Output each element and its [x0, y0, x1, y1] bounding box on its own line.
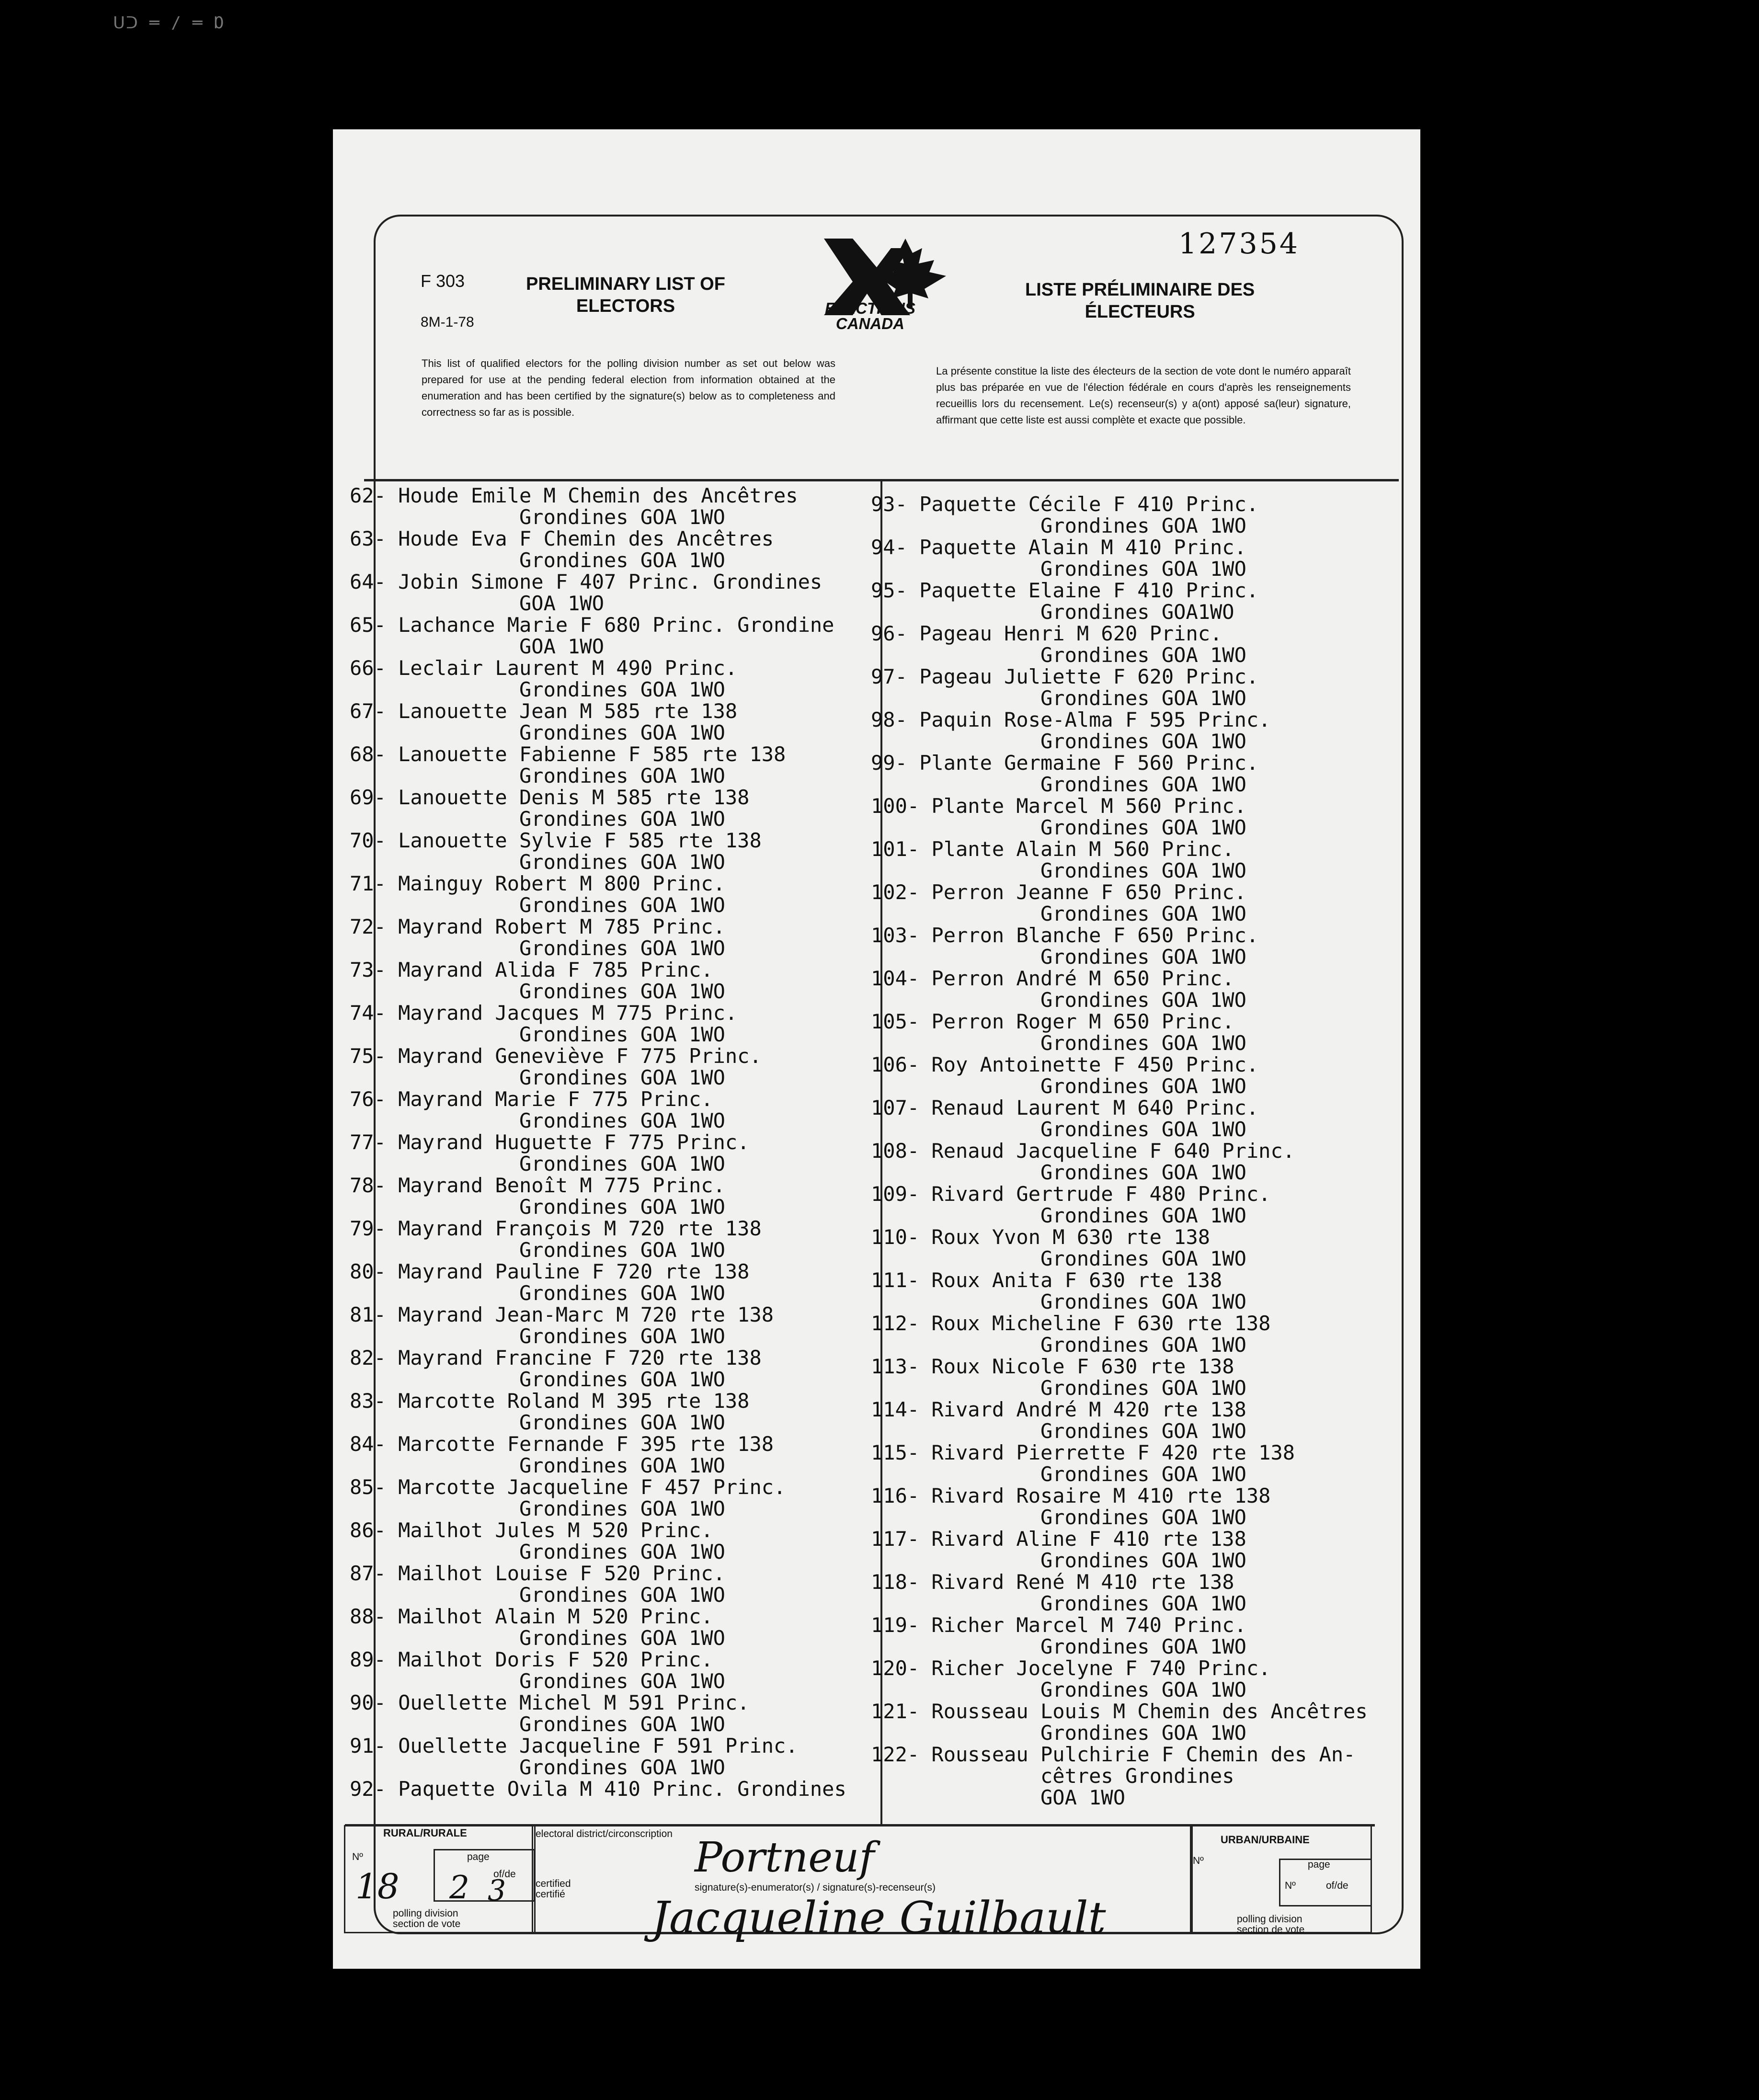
elector-entry-line: 90- Ouellette Michel M 591 Princ. — [350, 1691, 750, 1714]
elector-entry-line: 83- Marcotte Roland M 395 rte 138 — [350, 1389, 750, 1413]
elector-entry — [350, 1131, 846, 1175]
elector-address-line: Grondines GOA 1WO — [350, 1238, 725, 1262]
elector-entry-line: 88- Mailhot Alain M 520 Princ. — [350, 1605, 713, 1628]
elector-entry — [871, 666, 1368, 709]
elector-address-line: Grondines GOA 1WO — [350, 1540, 725, 1564]
elector-entry-line: 105- Perron Roger M 650 Princ. — [871, 1010, 1234, 1033]
elector-entry-line: 109- Rivard Gertrude F 480 Princ. — [871, 1182, 1271, 1206]
elector-entry — [871, 1485, 1368, 1528]
elector-entry — [871, 1011, 1368, 1054]
elector-address-line: Grondines GOA 1WO — [871, 859, 1246, 882]
elector-address-line: Grondines GOA 1WO — [350, 1712, 725, 1736]
elector-address-line: Grondines GOA 1WO — [350, 936, 725, 960]
elector-entry — [350, 787, 846, 830]
elector-entry-line: 75- Mayrand Geneviève F 775 Princ. — [350, 1044, 762, 1068]
district-handwritten: Portneuf — [695, 1834, 875, 1882]
title-french-line-1: LISTE PRÉLIMINAIRE DES — [1025, 280, 1255, 300]
elector-address-line: Grondines GOA 1WO — [350, 1497, 725, 1520]
elector-address-line: Grondines GOA 1WO — [871, 643, 1246, 667]
elector-entry-line: 85- Marcotte Jacqueline F 457 Princ. — [350, 1475, 786, 1499]
elector-address-line: Grondines GOA 1WO — [871, 1592, 1246, 1615]
elector-address-line: Grondines GOA 1WO — [871, 1376, 1246, 1400]
logo-text — [825, 301, 915, 331]
urban-polling-division-label — [1237, 1914, 1304, 1935]
elector-address-line: Grondines GOA 1WO — [350, 1626, 725, 1650]
elector-entry — [871, 1356, 1368, 1399]
elector-entry — [871, 752, 1368, 795]
elector-entry — [350, 485, 846, 528]
logo-text-line-1: ELECTIONS — [825, 299, 915, 317]
elector-entry — [350, 1218, 846, 1261]
elector-entry — [871, 1399, 1368, 1442]
elector-address-line: Grondines GOA 1WO — [350, 505, 725, 529]
intro-english: This list of qualified electors for the polling division number as set out below was prepared for use at the pending federal election from information obtained at the enumeration and has been certified by the signature(s) below as to completeness and correctness so far as is possible. — [422, 357, 835, 418]
elector-entry — [350, 700, 846, 743]
elector-entry-line: 68- Lanouette Fabienne F 585 rte 138 — [350, 742, 786, 766]
rural-page-label: page — [467, 1851, 490, 1862]
elector-address-line: Grondines GOA 1WO — [350, 807, 725, 831]
elector-entry-line: 108- Renaud Jacqueline F 640 Princ. — [871, 1139, 1295, 1163]
elector-entry — [871, 924, 1368, 968]
elector-entry-line: 79- Mayrand François M 720 rte 138 — [350, 1217, 762, 1240]
elector-entry-line: 116- Rivard Rosaire M 410 rte 138 — [871, 1484, 1271, 1507]
elector-entry — [350, 571, 846, 614]
elector-entry — [871, 493, 1368, 536]
certified-label-line-2: certifié — [536, 1889, 565, 1900]
elector-address-line: Grondines GOA 1WO — [871, 1161, 1246, 1184]
signature-handwritten: Jacqueline Guilbault — [651, 1892, 1106, 1943]
elector-address-line: Grondines GOA 1WO — [871, 773, 1246, 796]
elector-entry — [350, 614, 846, 657]
elector-entry — [350, 916, 846, 959]
elector-address-line: Grondines GOA 1WO — [871, 902, 1246, 925]
elector-entry — [350, 959, 846, 1002]
elector-address-line: Grondines GOA 1WO — [350, 1669, 725, 1693]
elector-entry-line: 117- Rivard Aline F 410 rte 138 — [871, 1527, 1246, 1551]
elector-entry-line: 66- Leclair Laurent M 490 Princ. — [350, 656, 738, 680]
elector-entry-line: 87- Mailhot Louise F 520 Princ. — [350, 1562, 725, 1585]
elector-entry-line: 65- Lachance Marie F 680 Princ. Grondine — [350, 613, 834, 637]
elector-entry — [350, 1002, 846, 1045]
elector-entry-line: 94- Paquette Alain M 410 Princ. — [871, 536, 1246, 559]
elector-entry-line: 71- Mainguy Robert M 800 Princ. — [350, 872, 725, 895]
elector-entry — [871, 623, 1368, 666]
page-total: 3 — [488, 1874, 506, 1907]
elector-address-line: Grondines GOA 1WO — [350, 721, 725, 744]
elector-address-line: Grondines GOA 1WO — [350, 1583, 725, 1607]
elector-address-line: Grondines GOA 1WO — [350, 678, 725, 701]
polling-division-label-line-1: polling division — [393, 1908, 458, 1919]
elector-entry-line: 84- Marcotte Fernande F 395 rte 138 — [350, 1432, 774, 1456]
elector-address-line: Grondines GOA 1WO — [350, 1023, 725, 1046]
elector-entry — [350, 1088, 846, 1131]
urban-polling-division-line-2: section de vote — [1237, 1924, 1305, 1935]
elector-entry — [350, 657, 846, 700]
elector-entry-line: 62- Houde Emile M Chemin des Ancêtres — [350, 484, 798, 507]
elector-entry-line: 99- Plante Germaine F 560 Princ. — [871, 751, 1259, 775]
elector-entry-line: 111- Roux Anita F 630 rte 138 — [871, 1268, 1222, 1292]
elector-entry-line: 110- Roux Yvon M 630 rte 138 — [871, 1225, 1211, 1249]
elector-entry — [871, 1528, 1368, 1571]
elector-entry-line: 91- Ouellette Jacqueline F 591 Princ. — [350, 1734, 798, 1758]
elector-address-line: Grondines GOA 1WO — [871, 1031, 1246, 1055]
elector-entry — [350, 1692, 846, 1735]
elector-entry-line: 93- Paquette Cécile F 410 Princ. — [871, 492, 1259, 516]
elector-address-line: Grondines GOA 1WO — [350, 1152, 725, 1176]
elector-entry — [871, 1657, 1368, 1701]
elector-entry — [350, 1433, 846, 1476]
elector-entry — [871, 838, 1368, 881]
elector-entry-line: 101- Plante Alain M 560 Princ. — [871, 837, 1234, 861]
elector-address-line: Grondines GOA 1WO — [871, 1549, 1246, 1572]
elector-entry-line: 107- Renaud Laurent M 640 Princ. — [871, 1096, 1259, 1119]
elector-address-line: Grondines GOA 1WO — [350, 1066, 725, 1089]
elector-entry-line: 97- Pageau Juliette F 620 Princ. — [871, 665, 1259, 688]
elector-entry-line: 73- Mayrand Alida F 785 Princ. — [350, 958, 713, 982]
elector-entry — [871, 580, 1368, 623]
elector-address-line: Grondines GOA 1WO — [871, 1419, 1246, 1443]
elector-entry — [350, 830, 846, 873]
title-english — [526, 273, 725, 317]
elector-entry — [871, 1054, 1368, 1097]
elector-address-line: Grondines GOA 1WO — [350, 1109, 725, 1132]
elector-address-line: Grondines GOA 1WO — [350, 764, 725, 788]
elector-address-line: Grondines GOA 1WO — [871, 1204, 1246, 1227]
elector-entry — [350, 1304, 846, 1347]
elector-entry-line: 72- Mayrand Robert M 785 Princ. — [350, 915, 725, 938]
elector-address-line: Grondines GOA 1WO — [871, 1721, 1246, 1745]
elector-entry-line: 77- Mayrand Huguette F 775 Princ. — [350, 1130, 750, 1154]
elector-address-line: Grondines GOA 1WO — [871, 1247, 1246, 1270]
elector-entry-line: 122- Rousseau Pulchirie F Chemin des An- — [871, 1743, 1356, 1766]
urban-polling-division-line-1: polling division — [1237, 1914, 1302, 1925]
elector-entry — [871, 1571, 1368, 1614]
elector-entry — [871, 1183, 1368, 1226]
elector-entry-line: 104- Perron André M 650 Princ. — [871, 967, 1234, 990]
urban-of-label: of/de — [1326, 1880, 1348, 1891]
elector-entry-line: 113- Roux Nicole F 630 rte 138 — [871, 1355, 1234, 1378]
elector-entry — [350, 1649, 846, 1692]
elector-entry — [871, 709, 1368, 752]
elector-entry-line: 100- Plante Marcel M 560 Princ. — [871, 794, 1246, 818]
title-french — [1025, 279, 1255, 323]
elector-address-line: cêtres Grondines — [871, 1764, 1234, 1788]
elector-address-line: Grondines GOA 1WO — [350, 1281, 725, 1305]
elector-entry-line: 121- Rousseau Louis M Chemin des Ancêtres — [871, 1700, 1368, 1723]
elector-address-line: Grondines GOA 1WO — [350, 1756, 725, 1779]
elector-address-line: Grondines GOA 1WO — [871, 1118, 1246, 1141]
elector-entry-line: 74- Mayrand Jacques M 775 Princ. — [350, 1001, 738, 1025]
elector-entry — [350, 743, 846, 787]
elector-entry-line: 112- Roux Micheline F 630 rte 138 — [871, 1312, 1271, 1335]
elector-entry-line: 119- Richer Marcel M 740 Princ. — [871, 1613, 1246, 1637]
elector-address-line: Grondines GOA 1WO — [350, 980, 725, 1003]
elector-address-line: Grondines GOA 1WO — [871, 1678, 1246, 1701]
page-number: 2 — [449, 1869, 469, 1906]
elector-entry-line: 69- Lanouette Denis M 585 rte 138 — [350, 786, 750, 809]
elector-entry — [350, 1261, 846, 1304]
elector-address-line: Grondines GOA 1WO — [871, 988, 1246, 1012]
elector-entry — [350, 1563, 846, 1606]
elector-entry-line: 70- Lanouette Sylvie F 585 rte 138 — [350, 829, 762, 852]
elector-entry-line: 89- Mailhot Doris F 520 Princ. — [350, 1648, 713, 1671]
elector-address-line: Grondines GOA 1WO — [871, 1290, 1246, 1313]
urban-number-label: Nº — [1193, 1855, 1204, 1866]
elector-entry — [871, 1140, 1368, 1183]
elector-entry — [871, 1744, 1368, 1808]
elector-entry-line: 63- Houde Eva F Chemin des Ancêtres — [350, 527, 774, 550]
elector-address-line: Grondines GOA 1WO — [871, 1506, 1246, 1529]
elector-entry — [871, 1097, 1368, 1140]
polling-division-label — [393, 1908, 460, 1929]
intro-french: La présente constitue la liste des électeurs de la section de vote dont le numéro apparaît plus bas préparée en vue de l'élection fédérale en cours d'après les renseignements recueillis lors du recensement. Le(s) recenseur(s) y a(ont) apposé sa(leur) signature, affirmant que cette liste est aussi complète et exacte que possible. — [936, 365, 1351, 426]
elector-entry — [350, 1347, 846, 1390]
elector-entry — [350, 1476, 846, 1519]
certified-label-line-1: certified — [536, 1878, 571, 1889]
elector-entry — [350, 873, 846, 916]
elector-entry-line: 95- Paquette Elaine F 410 Princ. — [871, 579, 1259, 602]
form-date: 8M-1-78 — [421, 314, 474, 330]
elector-entry — [350, 1778, 846, 1800]
elector-list-right — [871, 493, 1368, 1808]
rural-label: RURAL/RURALE — [383, 1827, 467, 1839]
elector-entry-line: 102- Perron Jeanne F 650 Princ. — [871, 880, 1246, 904]
title-french-line-2: ÉLECTEURS — [1085, 302, 1195, 322]
polling-number: 18 — [355, 1866, 400, 1906]
elector-entry-line: 67- Lanouette Jean M 585 rte 138 — [350, 699, 738, 723]
title-english-line-1: PRELIMINARY LIST OF — [526, 274, 725, 294]
elector-address-line: Grondines GOA 1WO — [350, 548, 725, 572]
elector-entry-line: 86- Mailhot Jules M 520 Princ. — [350, 1518, 713, 1542]
elector-address-line: Grondines GOA 1WO — [871, 1462, 1246, 1486]
rural-number-label: Nº — [352, 1851, 363, 1862]
elector-address-line: Grondines GOA 1WO — [871, 1074, 1246, 1098]
elector-entry-line: 115- Rivard Pierrette F 420 rte 138 — [871, 1441, 1295, 1464]
elector-entry — [871, 1312, 1368, 1356]
elector-address-line: Grondines GOA 1WO — [871, 557, 1246, 581]
urban-label: URBAN/URBAINE — [1221, 1834, 1310, 1846]
polling-division-label-line-2: section de vote — [393, 1918, 461, 1929]
urban-page-label: page — [1308, 1859, 1330, 1870]
elector-entry — [871, 795, 1368, 838]
elector-entry-line: 96- Pageau Henri M 620 Princ. — [871, 622, 1222, 645]
elector-address-line: Grondines GOA 1WO — [350, 1324, 725, 1348]
elector-entry — [871, 1614, 1368, 1657]
elector-entry-line: 118- Rivard René M 410 rte 138 — [871, 1570, 1234, 1594]
elector-entry-line: 103- Perron Blanche F 650 Princ. — [871, 924, 1259, 947]
elector-entry-line: 76- Mayrand Marie F 775 Princ. — [350, 1087, 713, 1111]
elector-address-line: GOA 1WO — [871, 1786, 1126, 1809]
elector-address-line: Grondines GOA 1WO — [871, 686, 1246, 710]
elector-entry-line: 81- Mayrand Jean-Marc M 720 rte 138 — [350, 1303, 774, 1326]
elector-address-line: GOA 1WO — [350, 635, 605, 658]
elector-entry — [871, 1442, 1368, 1485]
elector-address-line: Grondines GOA 1WO — [350, 1411, 725, 1434]
frame-marks: ᑌᑐ ═ / ═ Ɒ — [113, 13, 225, 33]
elector-entry — [871, 536, 1368, 580]
elector-entry-line: 98- Paquin Rose-Alma F 595 Princ. — [871, 708, 1271, 731]
elector-entry-line: 80- Mayrand Pauline F 720 rte 138 — [350, 1260, 750, 1283]
elector-entry-line: 120- Richer Jocelyne F 740 Princ. — [871, 1656, 1271, 1680]
elector-entry — [350, 1606, 846, 1649]
elector-entry — [871, 1269, 1368, 1312]
elector-address-line: Grondines GOA 1WO — [350, 1195, 725, 1219]
elector-address-line: Grondines GOA 1WO — [350, 1368, 725, 1391]
rural-of-label: of/de — [493, 1869, 516, 1880]
elector-entry — [871, 881, 1368, 924]
elector-entry — [350, 1175, 846, 1218]
district-label: electoral district/circonscription — [536, 1828, 673, 1839]
elector-entry — [350, 1519, 846, 1563]
urban-page-number-label: Nº — [1285, 1880, 1296, 1891]
certified-label — [536, 1879, 571, 1900]
elector-address-line: Grondines GOA 1WO — [871, 1635, 1246, 1658]
elector-entry-line: 92- Paquette Ovila M 410 Princ. Grondines — [350, 1777, 846, 1801]
elector-entry — [350, 1045, 846, 1088]
elector-entry-line: 64- Jobin Simone F 407 Princ. Grondines — [350, 570, 822, 593]
elector-entry — [350, 528, 846, 571]
signature-label: signature(s)-enumerator(s) / signature(s)-recenseur(s) — [695, 1882, 936, 1893]
elector-entry — [871, 1701, 1368, 1744]
elector-address-line: Grondines GOA 1WO — [871, 1333, 1246, 1357]
elector-address-line: Grondines GOA 1WO — [871, 514, 1246, 537]
elector-entry-line: 78- Mayrand Benoît M 775 Princ. — [350, 1174, 725, 1197]
elector-address-line: Grondines GOA 1WO — [871, 945, 1246, 969]
serial-number: 127354 — [1178, 227, 1300, 261]
elector-entry-line: 106- Roy Antoinette F 450 Princ. — [871, 1053, 1259, 1076]
elector-address-line: GOA 1WO — [350, 592, 605, 615]
elector-address-line: Grondines GOA 1WO — [871, 730, 1246, 753]
elector-entry — [871, 1226, 1368, 1269]
elector-address-line: Grondines GOA 1WO — [350, 850, 725, 874]
logo-text-line-2: CANADA — [835, 315, 904, 332]
elector-entry — [871, 968, 1368, 1011]
elector-list-left — [350, 485, 846, 1800]
elector-address-line: Grondines GOA 1WO — [871, 816, 1246, 839]
elector-entry-line: 82- Mayrand Francine F 720 rte 138 — [350, 1346, 762, 1370]
elector-address-line: Grondines GOA1WO — [871, 600, 1234, 624]
elector-address-line: Grondines GOA 1WO — [350, 893, 725, 917]
form-number: F 303 — [421, 271, 465, 291]
elector-entry — [350, 1735, 846, 1778]
title-english-line-2: ELECTORS — [576, 296, 675, 316]
elector-entry-line: 114- Rivard André M 420 rte 138 — [871, 1398, 1246, 1421]
elector-address-line: Grondines GOA 1WO — [350, 1454, 725, 1477]
elector-entry — [350, 1390, 846, 1433]
